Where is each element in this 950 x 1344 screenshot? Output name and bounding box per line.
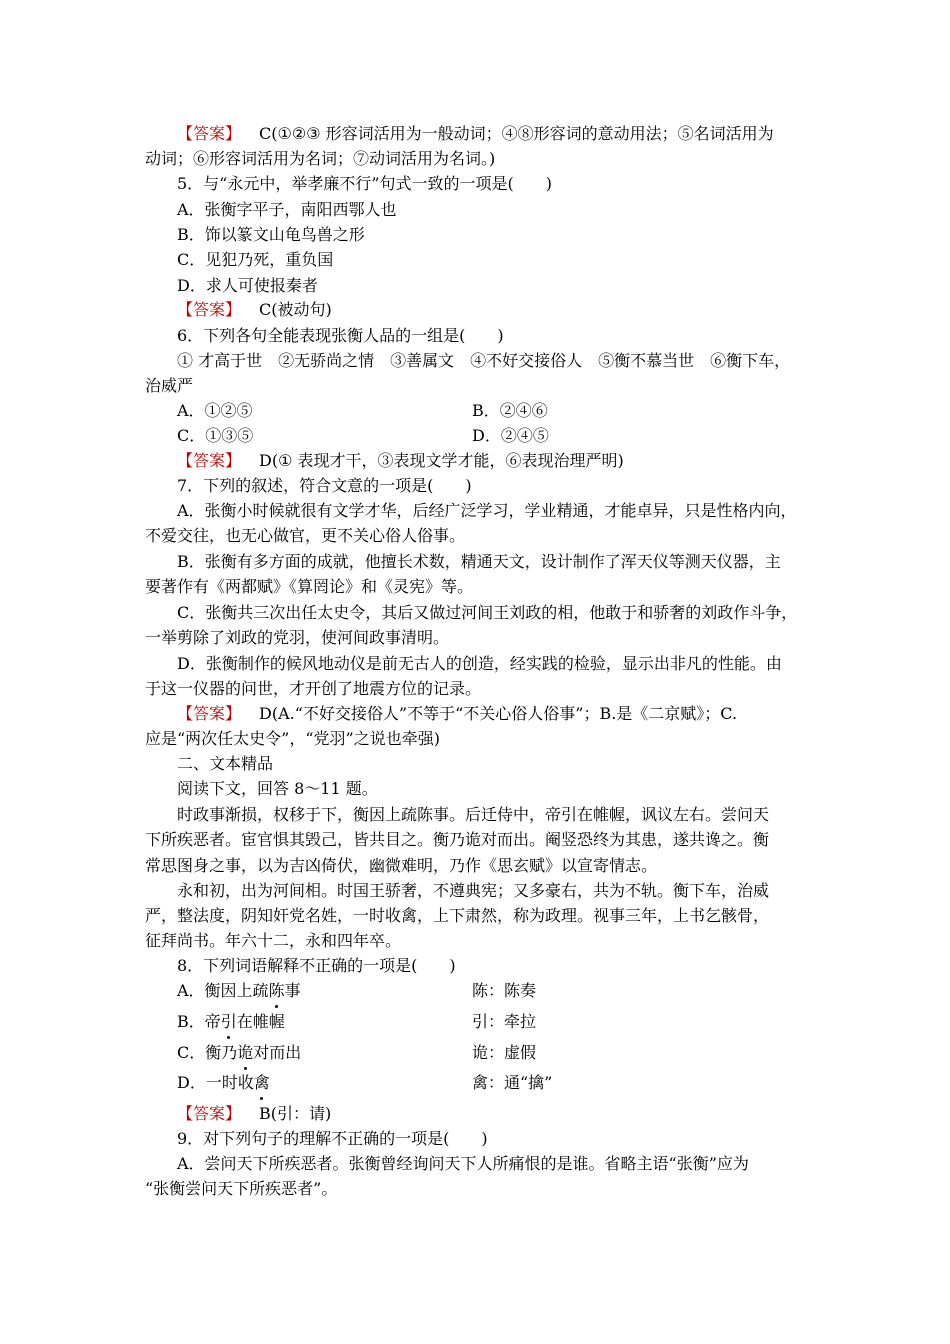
q5-answer-text: C(被动句) bbox=[259, 300, 332, 319]
passage-p1-cont: 下所疾恶者。宦官惧其毁己，皆共目之。衡乃诡对而出。阉竖恐终为其患，遂共谗之。衡 bbox=[145, 830, 770, 849]
q8-answer-line bbox=[177, 1104, 331, 1124]
q6-answer-line bbox=[177, 451, 624, 471]
q8-stem: 8．下列词语解释不正确的一项是( ) bbox=[177, 956, 456, 975]
q9-option-a: A．尝问天下所疾恶者。张衡曾经询问天下人所痛恨的是谁。省略主语“张衡”应为 bbox=[177, 1154, 749, 1173]
q4-answer-cont: 动词；⑥形容词活用为名词；⑦动词活用为名词。) bbox=[145, 149, 496, 168]
q7-answer-cont: 应是“两次任太史令”，“党羽”之说也牵强) bbox=[145, 729, 440, 748]
q8-option-d-def: 禽：通“擒” bbox=[472, 1073, 553, 1092]
section-title: 二、文本精品 bbox=[177, 754, 274, 773]
q7-option-c: C．张衡共三次出任太史令，其后又做过河间王刘政的相，他敢于和骄奢的刘政作斗争， bbox=[177, 603, 798, 622]
q8-option-b: B．帝引在帷幄 bbox=[177, 1012, 285, 1031]
q8-option-c: C．衡乃诡对而出 bbox=[177, 1043, 302, 1062]
answer-tag: 【答案】 bbox=[177, 1104, 242, 1123]
q7-answer-text: D(A.“不好交接俗人”不等于“不关心俗人俗事”；B.是《二京赋》；C. bbox=[259, 704, 738, 723]
q7-stem: 7．下列的叙述，符合文意的一项是( ) bbox=[177, 476, 472, 495]
q6-option-b: B．②④⑥ bbox=[472, 401, 548, 420]
q7-option-a: A．张衡小时候就很有文学才华，后经广泛学习，学业精通，才能卓异，只是性格内向， bbox=[177, 501, 797, 520]
q7-option-a-cont: 不爱交往，也无心做官，更不关心俗人俗事。 bbox=[145, 526, 466, 545]
q7-option-c-cont: 一举剪除了刘政的党羽，使河间政事清明。 bbox=[145, 628, 450, 647]
q5-option-d: D．求人可使报秦者 bbox=[177, 276, 318, 295]
answer-tag: 【答案】 bbox=[177, 704, 242, 723]
q7-answer-line bbox=[177, 704, 737, 724]
q6-option-c: C．①③⑤ bbox=[177, 426, 254, 445]
q8-option-b-def: 引：牵拉 bbox=[472, 1012, 537, 1031]
q6-stem: 6．下列各句全能表现张衡人品的一组是( ) bbox=[177, 326, 504, 345]
passage-p1-cont: 常思图身之事，以为吉凶倚伏，幽微难明，乃作《思玄赋》以宣寄情志。 bbox=[145, 856, 658, 875]
q6-items-cont: 治威严 bbox=[145, 376, 194, 395]
emphasis-dot-char: 禽 bbox=[253, 1073, 270, 1092]
answer-tag: 【答案】 bbox=[177, 124, 242, 143]
passage-p2-cont: 征拜尚书。年六十二，永和四年卒。 bbox=[145, 931, 402, 950]
q7-option-b: B．张衡有多方面的成就，他擅长术数，精通天文，设计制作了浑天仪等测天仪器，主 bbox=[177, 552, 781, 571]
q8-option-c-def: 诡：虚假 bbox=[472, 1043, 537, 1062]
q6-option-d: D．②④⑤ bbox=[472, 426, 549, 445]
q8-answer-text: B(引：请) bbox=[259, 1104, 332, 1123]
emphasis-dot-char: 诡 bbox=[237, 1043, 254, 1062]
q5-option-a: A．张衡字平子，南阳西鄂人也 bbox=[177, 200, 397, 219]
q5-answer-line bbox=[177, 300, 332, 320]
emphasis-dot-char: 陈 bbox=[268, 981, 285, 1000]
section-intro: 阅读下文，回答 8～11 题。 bbox=[177, 779, 378, 798]
passage-p2: 永和初，出为河间相。时国王骄奢，不遵典宪；又多豪右，共为不轨。衡下车，治威 bbox=[177, 881, 770, 900]
answer-tag: 【答案】 bbox=[177, 451, 242, 470]
emphasis-dot-char: 引 bbox=[220, 1012, 237, 1031]
q6-answer-text: D(① 表现才干，③表现文学才能，⑥表现治理严明) bbox=[259, 451, 624, 470]
q7-option-b-cont: 要著作有《两都赋》《算罔论》和《灵宪》等。 bbox=[145, 577, 474, 596]
q9-option-a-cont: “张衡尝问天下所疾恶者”。 bbox=[145, 1179, 338, 1198]
q5-stem: 5．与“永元中，举孝廉不行”句式一致的一项是( ) bbox=[177, 174, 553, 193]
q9-stem: 9．对下列句子的理解不正确的一项是( ) bbox=[177, 1129, 488, 1148]
q7-option-d: D．张衡制作的候风地动仪是前无古人的创造，经实践的检验，显示出非凡的性能。由 bbox=[177, 654, 782, 673]
q4-answer-line bbox=[177, 124, 774, 144]
q8-option-d: D．一时收禽 bbox=[177, 1073, 270, 1092]
passage-p1: 时政事渐损，权移于下，衡因上疏陈事。后迁侍中，帝引在帷幄，讽议左右。尝问天 bbox=[177, 805, 770, 824]
q6-items: ① 才高于世 ②无骄尚之情 ③善属文 ④不好交接俗人 ⑤衡不慕当世 ⑥衡下车， bbox=[177, 351, 791, 370]
q5-option-b: B．饰以篆文山龟鸟兽之形 bbox=[177, 225, 365, 244]
answer-tag: 【答案】 bbox=[177, 300, 242, 319]
passage-p2-cont: 严，整法度，阴知奸党名姓，一时收禽，上下肃然，称为政理。视事三年，上书乞骸骨， bbox=[145, 906, 770, 925]
q5-option-c: C．见犯乃死，重负国 bbox=[177, 250, 334, 269]
q8-option-a-def: 陈：陈奏 bbox=[472, 981, 537, 1000]
q4-answer-text: C(①②③ 形容词活用为一般动词；④⑧形容词的意动用法；⑤名词活用为 bbox=[259, 124, 774, 143]
q8-option-a: A．衡因上疏陈事 bbox=[177, 981, 301, 1000]
q6-option-a: A．①②⑤ bbox=[177, 401, 253, 420]
q7-option-d-cont: 于这一仪器的问世，才开创了地震方位的记录。 bbox=[145, 679, 482, 698]
